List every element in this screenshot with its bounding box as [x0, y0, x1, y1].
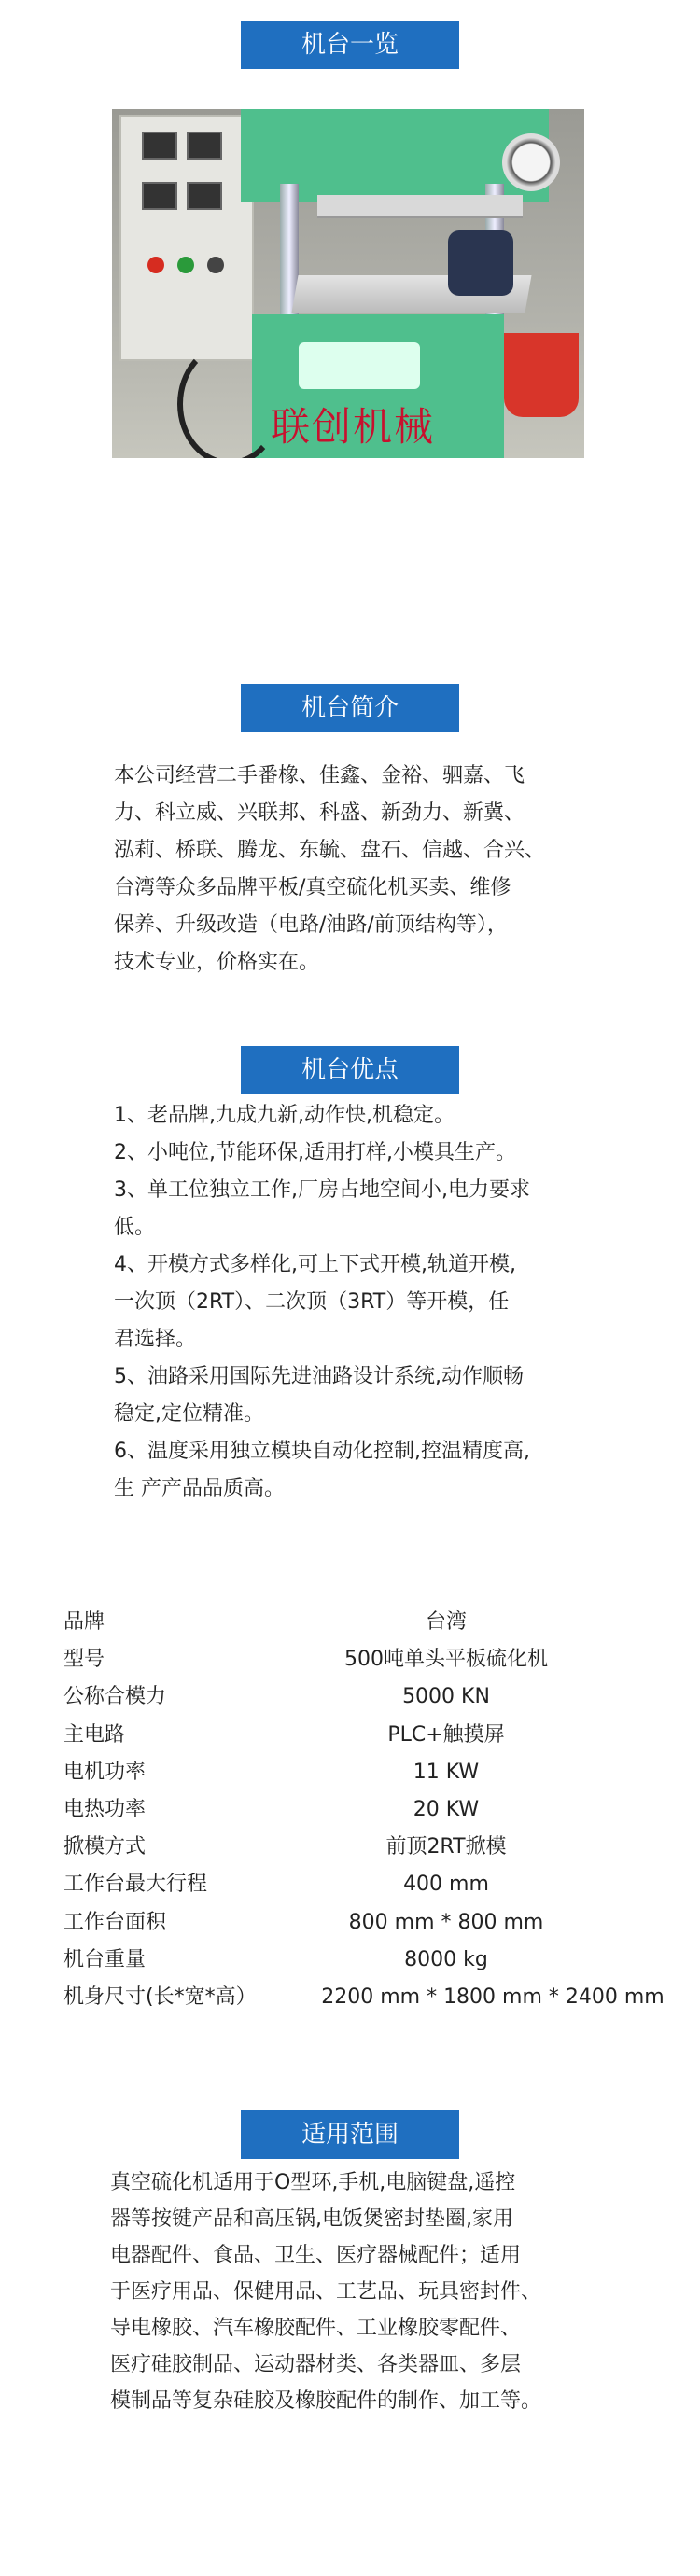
scope-line: 导电橡胶、汽车橡胶配件、工业橡胶零配件、 [110, 2317, 522, 2340]
advantage-line: 1、老品牌,九成九新,动作快,机稳定。 [114, 1104, 455, 1127]
spec-value: 20 KW [413, 1797, 480, 1821]
advantage-line: 生 产产品品质高。 [114, 1477, 285, 1500]
red-bucket [504, 333, 579, 417]
spec-label: 电热功率 [63, 1797, 147, 1821]
spec-label: 机台重量 [63, 1947, 147, 1971]
scope-line: 医疗硅胶制品、运动器材类、各类器皿、多层 [110, 2353, 522, 2376]
advantage-line: 6、温度采用独立模块自动化控制,控温精度高, [114, 1440, 530, 1463]
spec-row [63, 1678, 689, 1716]
scope-text [110, 2165, 605, 2419]
advantages-text [114, 1097, 599, 1508]
spec-row [63, 1791, 689, 1829]
advantage-line: 君选择。 [114, 1328, 197, 1351]
advantage-line: 一次顶（2RT）、二次顶（3RT）等开模，任 [114, 1290, 510, 1314]
scope-line: 器等按键产品和高压锅,电饭煲密封垫圈,家用 [110, 2207, 513, 2231]
spec-label: 公称合模力 [63, 1685, 167, 1709]
spec-row [63, 1979, 689, 2016]
spec-label: 掀模方式 [63, 1835, 147, 1859]
red-button [147, 257, 164, 273]
timer-display [187, 182, 222, 210]
spec-row [63, 1641, 689, 1678]
spec-table [63, 1604, 689, 2016]
scope-line: 模制品等复杂硅胶及橡胶配件的制作、加工等。 [110, 2389, 542, 2413]
spec-value: 800 mm * 800 mm [348, 1910, 544, 1934]
intro-line: 台湾等众多品牌平板/真空硫化机买卖、维修 [114, 876, 511, 899]
spec-row [63, 1754, 689, 1791]
advantage-line: 稳定,定位精准。 [114, 1402, 264, 1426]
upper-platen [317, 195, 523, 218]
scope-title: 适用范围 [241, 2110, 459, 2159]
spec-row [63, 1942, 689, 1979]
spec-row [63, 1717, 689, 1754]
scope-line: 真空硫化机适用于O型环,手机,电脑键盘,遥控 [110, 2171, 516, 2194]
temperature-display [187, 132, 222, 160]
temperature-display [142, 132, 177, 160]
intro-line: 本公司经营二手番橡、佳鑫、金裕、驷嘉、飞 [114, 764, 525, 787]
intro-title: 机台简介 [241, 684, 459, 732]
intro-line: 力、科立威、兴联邦、科盛、新劲力、新冀、 [114, 801, 525, 825]
scope-line: 电器配件、食品、卫生、医疗器械配件；适用 [110, 2244, 522, 2267]
spec-row [63, 1866, 689, 1903]
pressure-gauge [502, 133, 560, 191]
spec-label: 品牌 [63, 1610, 105, 1634]
spec-label: 工作台最大行程 [63, 1873, 208, 1897]
intro-text [114, 758, 599, 982]
spec-row [63, 1829, 689, 1866]
scope-line: 于医疗用品、保健用品、工艺品、玩具密封件、 [110, 2280, 542, 2304]
overview-title: 机台一览 [241, 21, 459, 69]
spec-value: PLC+触摸屏 [387, 1722, 505, 1747]
advantage-line: 2、小吨位,节能环保,适用打样,小模具生产。 [114, 1141, 516, 1164]
spec-value: 400 mm [403, 1873, 489, 1897]
spec-value: 500吨单头平板硫化机 [344, 1648, 548, 1672]
green-button [177, 257, 194, 273]
machine-photo [112, 109, 584, 458]
spec-label: 电机功率 [63, 1760, 147, 1784]
brand-watermark: 联创机械 [271, 404, 436, 450]
control-panel [119, 115, 254, 361]
intro-line: 泓莉、桥联、腾龙、东毓、盘石、信越、合兴、 [114, 839, 546, 862]
advantage-line: 3、单工位独立工作,厂房占地空间小,电力要求 [114, 1178, 530, 1202]
spec-value: 台湾 [425, 1610, 467, 1634]
spec-value: 8000 kg [404, 1947, 488, 1971]
advantage-line: 低。 [114, 1216, 156, 1239]
spec-value: 前顶2RT掀模 [385, 1835, 507, 1859]
intro-line: 技术专业，价格实在。 [114, 951, 320, 974]
spec-value: 2200 mm * 1800 mm * 2400 mm [321, 1984, 665, 2009]
advantage-line: 4、开模方式多样化,可上下式开模,轨道开模, [114, 1253, 516, 1276]
spec-row [63, 1604, 689, 1641]
spec-value: 11 KW [413, 1760, 480, 1784]
switch-knob [207, 257, 224, 273]
spec-value: 5000 KN [402, 1685, 490, 1709]
spec-row [63, 1904, 689, 1942]
timer-display [142, 182, 177, 210]
motor [448, 230, 513, 296]
spec-label: 工作台面积 [63, 1910, 167, 1934]
spec-label: 机身尺寸(长*宽*高） [63, 1984, 257, 2009]
advantages-title: 机台优点 [241, 1046, 459, 1094]
advantage-line: 5、油路采用国际先进油路设计系统,动作顺畅 [114, 1365, 524, 1388]
cylinder-base [299, 342, 420, 389]
spec-label: 型号 [63, 1648, 105, 1672]
intro-line: 保养、升级改造（电路/油路/前顶结构等）， [114, 913, 508, 937]
spec-label: 主电路 [63, 1722, 126, 1747]
cable [177, 342, 282, 458]
